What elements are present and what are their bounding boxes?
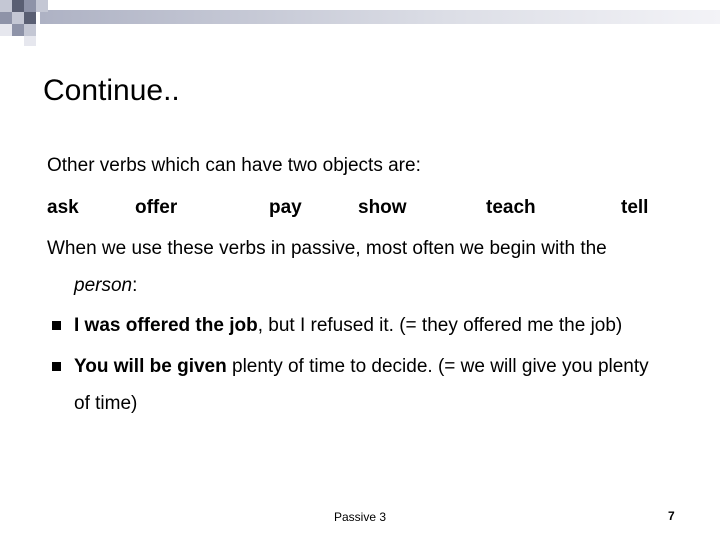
deco-square — [24, 0, 36, 12]
deco-square — [36, 0, 48, 12]
verb-ask: ask — [47, 197, 79, 218]
deco-square — [0, 0, 12, 12]
verb-pay: pay — [269, 197, 302, 218]
example-2-continuation: of time) — [74, 393, 138, 414]
intro-text: Other verbs which can have two objects are: — [47, 155, 421, 176]
example-2-bold: You will be given — [74, 356, 227, 377]
verb-teach: teach — [486, 197, 536, 218]
slide-title: Continue.. — [43, 74, 180, 107]
example-2-rest: plenty of time to decide. (= we will give you plenty — [226, 356, 649, 377]
header-band — [40, 10, 720, 24]
bullet-marker — [52, 362, 61, 371]
verb-offer: offer — [135, 197, 178, 218]
colon-text: : — [132, 275, 138, 296]
passive-explanation-continued — [74, 274, 137, 298]
footer-label: Passive 3 — [334, 510, 387, 524]
person-emphasis: person — [74, 275, 133, 296]
verb-tell: tell — [621, 197, 649, 218]
example-1 — [74, 314, 622, 338]
deco-square — [24, 12, 36, 24]
example-2 — [74, 355, 649, 379]
page-number: 7 — [668, 509, 675, 523]
deco-square — [12, 12, 24, 24]
deco-square — [0, 12, 12, 24]
verb-show: show — [358, 197, 407, 218]
bullet-marker — [52, 321, 61, 330]
deco-square — [12, 24, 24, 36]
deco-square — [12, 0, 24, 12]
deco-square — [0, 24, 12, 36]
example-1-rest: , but I refused it. (= they offered me the job) — [257, 315, 623, 336]
example-1-bold: I was offered the job — [74, 315, 258, 336]
header-decoration — [0, 0, 720, 48]
deco-square — [24, 24, 36, 36]
passive-explanation: When we use these verbs in passive, most often we begin with the — [47, 238, 607, 259]
deco-square — [24, 36, 36, 46]
